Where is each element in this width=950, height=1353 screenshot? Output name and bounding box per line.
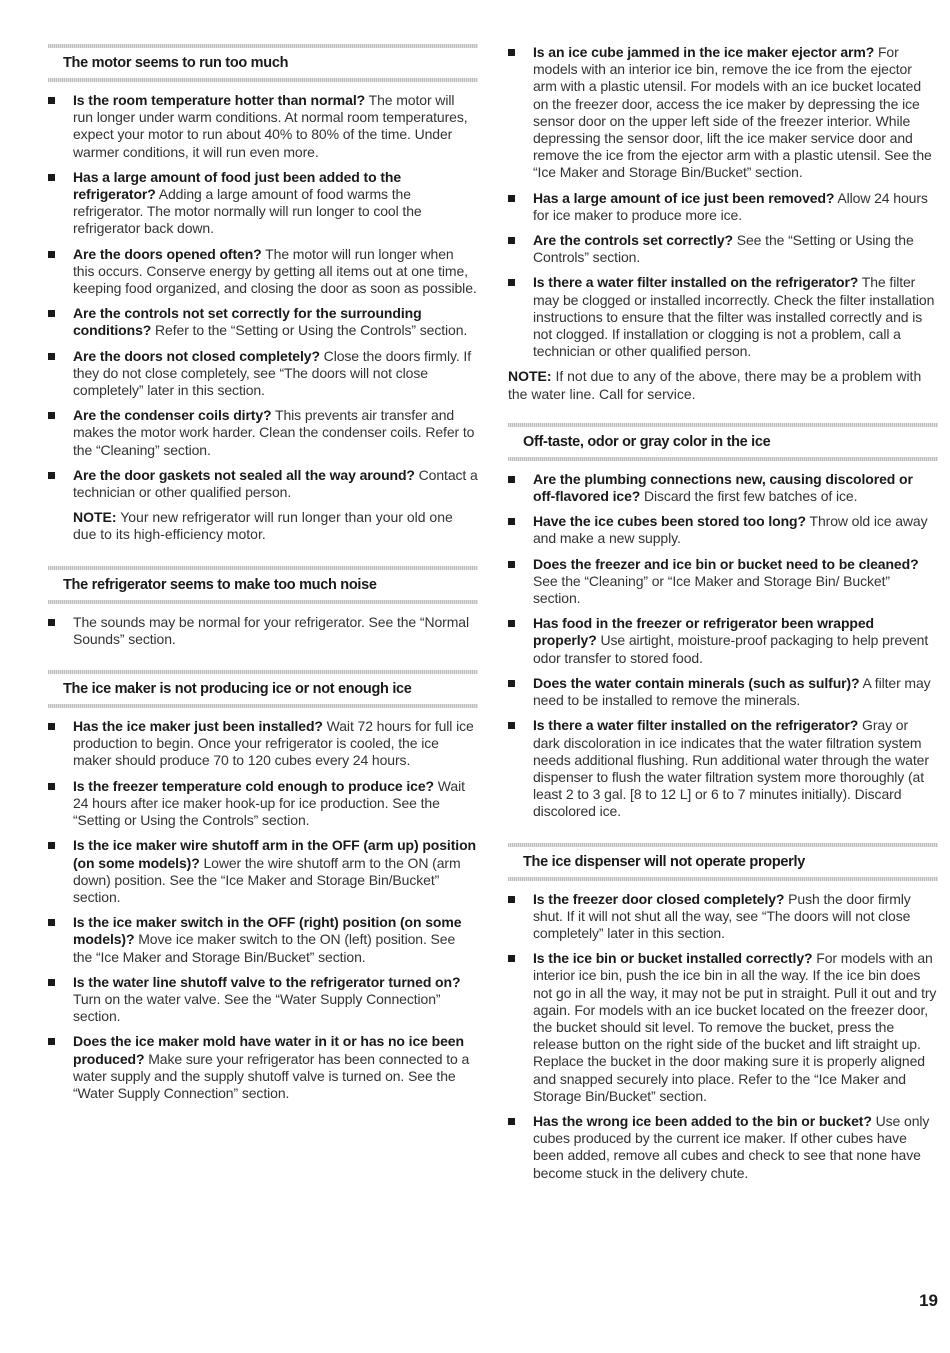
bullet-icon	[508, 955, 515, 962]
list-item	[48, 407, 478, 459]
list-item	[48, 92, 478, 161]
section-rule	[48, 704, 478, 708]
list-item	[48, 974, 478, 1026]
list-item	[508, 717, 938, 820]
item-answer: Discard the first few batches of ice.	[640, 488, 858, 505]
item-answer: The filter may be clogged or installed incorrectly. Check the filter installation instructions to ensure that the filter was installed correctly and is not clogged. If installation or clogging is not a problem, call a technician or other qualified person.	[533, 274, 935, 360]
item-answer: Wait 72 hours for full ice production to begin. Once your refrigerator is cooled, the ice maker should produce 70 to 120 cubes every 24 hours.	[73, 718, 474, 769]
bullet-icon	[508, 561, 515, 568]
list-item	[508, 232, 938, 266]
bullet-icon	[508, 279, 515, 286]
bullet-icon	[508, 518, 515, 525]
item-question: Has a large amount of food just been added to the refrigerator?	[73, 168, 402, 203]
item-answer: The sounds may be normal for your refrigerator. See the “Normal Sounds” section.	[73, 613, 469, 647]
bullet-icon	[508, 195, 515, 202]
item-answer: This prevents air transfer and makes the motor work harder. Clean the condenser coils. Refer to the “Cleaning” section.	[73, 407, 475, 458]
bullet-icon	[48, 251, 55, 258]
list-item	[508, 44, 938, 182]
item-question: Is there a water filter installed on the refrigerator?	[533, 274, 859, 291]
item-question: Are the controls set correctly?	[533, 232, 733, 249]
bullet-icon	[48, 979, 55, 986]
bullet-icon	[48, 619, 55, 626]
list-item	[48, 718, 478, 770]
bullet-icon	[48, 842, 55, 849]
section-header-motor	[48, 44, 478, 82]
item-question: Is there a water filter installed on the refrigerator?	[533, 717, 859, 734]
item-answer: Turn on the water valve. See the “Water Supply Connection” section.	[73, 990, 441, 1025]
item-question: Is the ice bin or bucket installed correctly?	[533, 950, 813, 967]
list-item	[48, 837, 478, 906]
list-item	[48, 914, 478, 966]
item-answer: For models with an interior ice bin, push the ice bin in all the way. If the ice bin does not go in all the way, it may not be put in straight. Pull it out and try again. For models with an ice bucket located on the freezer door, the bucket should sit level. To remove the bucket, press the release button on the right side of the bucket and lift straight up. Replace the bucket in the door making sure it is properly aligned and snapped securely into place. Refer to the “Ice Maker and Storage Bin/Bucket” section.	[533, 950, 937, 1104]
list-item	[508, 1113, 938, 1182]
icemaker-cont-items	[508, 44, 938, 360]
note-label: NOTE:	[73, 509, 117, 526]
list-item	[508, 950, 938, 1105]
bullet-icon	[48, 919, 55, 926]
section-title: The ice dispenser will not operate properly	[523, 853, 806, 870]
list-item	[48, 1033, 478, 1102]
section-rule	[508, 457, 938, 461]
item-answer: Refer to the “Setting or Using the Controls” section.	[151, 322, 468, 339]
list-item	[48, 467, 478, 501]
section-title: The ice maker is not producing ice or not enough ice	[63, 681, 412, 698]
list-item	[48, 614, 478, 648]
offtaste-items	[508, 471, 938, 821]
bullet-icon	[48, 97, 55, 104]
item-question: Is the ice maker wire shutoff arm in the OFF (arm up) position (on some models)?	[73, 837, 476, 871]
list-item	[508, 615, 938, 667]
bullet-icon	[508, 49, 515, 56]
section-rule	[48, 78, 478, 82]
list-item	[508, 513, 938, 547]
item-answer: For models with an interior ice bin, remove the ice from the ejector arm with a plastic utensil. For models with an ice bucket located on the freezer door, access the ice maker by depressing the ice sensor door on the upper left side of the freezer interior. While depressing the sensor door, lift the ice maker service door and remove the ice from the ejector arm with a plastic utensil. See the “Ice Maker and Storage Bin/Bucket” section.	[533, 44, 932, 181]
section-header-noise	[48, 566, 478, 604]
bullet-icon	[48, 472, 55, 479]
item-question: Have the ice cubes been stored too long?	[533, 513, 806, 530]
item-question: Does the freezer and ice bin or bucket need to be cleaned?	[533, 555, 919, 572]
note-text: Your new refrigerator will run longer than your old one due to its high-efficiency motor.	[73, 509, 453, 543]
bullet-icon	[508, 896, 515, 903]
icemaker-items	[48, 718, 478, 1102]
bullet-icon	[508, 722, 515, 729]
noise-items	[48, 614, 478, 648]
item-question: Are the controls not set correctly for the surrounding conditions?	[73, 305, 422, 339]
water-line-note	[508, 368, 938, 402]
bullet-icon	[508, 237, 515, 244]
bullet-icon	[508, 680, 515, 687]
list-item	[508, 556, 938, 608]
motor-items	[48, 92, 478, 501]
section-title: The motor seems to run too much	[63, 55, 289, 71]
section-title: The refrigerator seems to make too much noise	[63, 576, 377, 593]
item-answer: Gray or dark discoloration in ice indicates that the water filtration system needs additional flushing. Run additional water through the water dispenser to flush the water filtration system more thoroughly (at least 2 to 3 gal. [8 to 12 L] or 6 to 7 minutes initially). Discard discolored ice.	[533, 717, 929, 820]
list-item	[48, 348, 478, 400]
item-question: Are the condenser coils dirty?	[73, 407, 272, 424]
section-rule	[508, 877, 938, 881]
item-question: Is the freezer door closed completely?	[533, 890, 785, 907]
list-item	[508, 190, 938, 224]
right-column	[508, 44, 938, 1190]
item-question: Are the doors opened often?	[73, 245, 262, 262]
section-header-offtaste	[508, 423, 938, 461]
item-question: Is the freezer temperature cold enough to produce ice?	[73, 777, 435, 794]
item-answer: The motor will run longer when this occurs. Conserve energy by getting all items out at one time, keeping food organized, and closing the door as soon as possible.	[73, 245, 477, 297]
section-header-dispenser	[508, 843, 938, 881]
list-item	[48, 778, 478, 830]
dispenser-items	[508, 891, 938, 1182]
item-answer: Use airtight, moisture-proof packaging to help prevent odor transfer to stored food.	[533, 632, 929, 666]
item-answer: Push the door firmly shut. If it will not shut all the way, see “The doors will not close completely” later in this section.	[533, 890, 911, 941]
bullet-icon	[48, 353, 55, 360]
item-answer: The motor will run longer under warm conditions. At normal room temperatures, expect your motor to run about 40% to 80% of the time. Under warmer conditions, it will run even more.	[73, 92, 468, 160]
item-question: Are the door gaskets not sealed all the way around?	[73, 466, 415, 483]
item-answer: See the “Setting or Using the Controls” section.	[533, 232, 914, 266]
section-title: Off-taste, odor or gray color in the ice	[523, 433, 771, 450]
bullet-icon	[508, 620, 515, 627]
item-answer: Contact a technician or other qualified person.	[73, 466, 478, 501]
item-question: Is the room temperature hotter than normal?	[73, 92, 366, 108]
item-answer: Close the doors firmly. If they do not close completely, see “The doors will not close completely” later in this section.	[73, 347, 471, 399]
list-item	[48, 246, 478, 298]
item-answer: A filter may need to be installed to remove the minerals.	[533, 674, 931, 709]
item-question: Are the doors not closed completely?	[73, 347, 320, 364]
motor-note	[48, 509, 478, 543]
bullet-icon	[48, 1038, 55, 1045]
note-label: NOTE:	[508, 368, 552, 385]
item-answer: Wait 24 hours after ice maker hook-up for ice production. See the “Setting or Using the Controls” section.	[73, 777, 465, 829]
item-answer: Make sure your refrigerator has been connected to a water supply and the supply shutoff valve is turned on. See the “Water Supply Connection” section.	[73, 1050, 470, 1101]
left-column	[48, 44, 478, 1110]
item-question: Does the ice maker mold have water in it or has no ice been produced?	[73, 1033, 464, 1067]
list-item	[48, 169, 478, 238]
item-answer: Move ice maker switch to the ON (left) position. See the “Ice Maker and Storage Bin/Bucket” section.	[73, 931, 456, 965]
item-question: Are the plumbing connections new, causing discolored or off-flavored ice?	[533, 470, 913, 505]
item-question: Is the ice maker switch in the OFF (right) position (on some models)?	[73, 914, 462, 948]
list-item	[48, 305, 478, 339]
bullet-icon	[508, 476, 515, 483]
list-item	[508, 274, 938, 360]
bullet-icon	[48, 310, 55, 317]
item-answer: Allow 24 hours for ice maker to produce more ice.	[533, 189, 928, 223]
list-item	[508, 675, 938, 709]
bullet-icon	[508, 1118, 515, 1125]
page-number: 19	[919, 1291, 938, 1310]
item-answer: See the “Cleaning” or “Ice Maker and Storage Bin/ Bucket” section.	[533, 572, 890, 607]
item-answer: Use only cubes produced by the current ice maker. If other cubes have been added, remove all cubes and check to see that none have become stuck in the delivery chute.	[533, 1112, 930, 1181]
item-answer: Lower the wire shutoff arm to the ON (arm down) position. See the “Ice Maker and Storage Bin/Bucket” section.	[73, 854, 461, 905]
item-question: Has the ice maker just been installed?	[73, 718, 323, 735]
item-question: Is an ice cube jammed in the ice maker ejector arm?	[533, 44, 875, 60]
item-question: Has a large amount of ice just been removed?	[533, 189, 835, 206]
item-answer: Adding a large amount of food warms the refrigerator. The motor normally will run longer to cool the refrigerator back down.	[73, 186, 422, 237]
list-item	[508, 471, 938, 505]
item-question: Is the water line shutoff valve to the refrigerator turned on?	[73, 973, 461, 990]
item-question: Does the water contain minerals (such as sulfur)?	[533, 674, 860, 691]
section-header-icemaker	[48, 670, 478, 708]
item-answer: Throw old ice away and make a new supply.	[533, 513, 928, 547]
bullet-icon	[48, 723, 55, 730]
section-rule	[48, 600, 478, 604]
item-question: Has food in the freezer or refrigerator been wrapped properly?	[533, 615, 874, 649]
list-item	[508, 891, 938, 943]
bullet-icon	[48, 783, 55, 790]
item-question: Has the wrong ice been added to the bin or bucket?	[533, 1112, 872, 1129]
note-text: If not due to any of the above, there may be a problem with the water line. Call for service.	[508, 368, 922, 402]
bullet-icon	[48, 412, 55, 419]
bullet-icon	[48, 174, 55, 181]
